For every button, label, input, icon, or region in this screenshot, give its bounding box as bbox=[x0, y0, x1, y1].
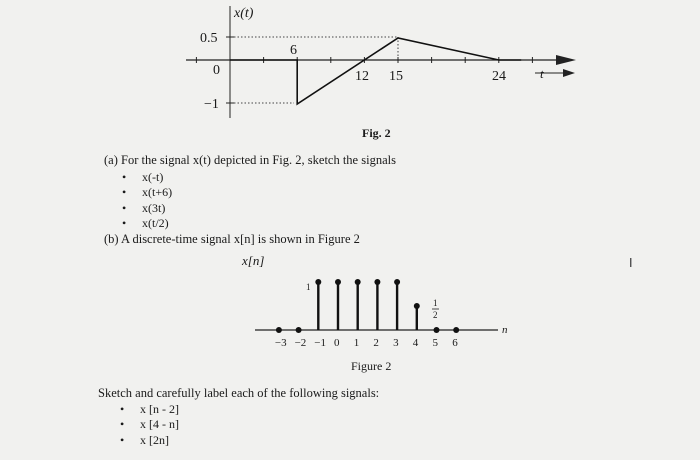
n-tick-label: −2 bbox=[294, 337, 307, 349]
label-half-denominator: 2 bbox=[433, 310, 438, 320]
stem-point bbox=[315, 279, 321, 285]
list-item: • x [n - 2] bbox=[118, 402, 179, 417]
t-axis-arrow-icon bbox=[556, 55, 576, 65]
x-label-6: 6 bbox=[290, 43, 297, 58]
stem-point bbox=[374, 279, 380, 285]
n-tick-label: 5 bbox=[432, 337, 438, 349]
list-item: • x(3t) bbox=[120, 201, 172, 216]
stem-point bbox=[335, 279, 341, 285]
part-a-prompt: (a) For the signal x(t) depicted in Fig. 2, sketch the signals bbox=[104, 153, 396, 167]
stem-point bbox=[414, 303, 420, 309]
n-axis-label: n bbox=[502, 324, 508, 336]
stem-point bbox=[276, 327, 282, 333]
stem-point bbox=[394, 279, 400, 285]
x-label-15: 15 bbox=[389, 69, 403, 84]
t-axis-label: t bbox=[540, 66, 544, 81]
y-tick-label-neg1: −1 bbox=[204, 97, 219, 112]
y-axis-label: x(t) bbox=[234, 6, 254, 21]
stem-point bbox=[355, 279, 361, 285]
discrete-signal-plot bbox=[0, 250, 700, 380]
x-label-12: 12 bbox=[355, 69, 369, 84]
signal-trace bbox=[230, 38, 521, 104]
list-item: • x [2n] bbox=[118, 433, 179, 448]
text-cursor-icon: I bbox=[629, 256, 633, 270]
list-item: • x(t+6) bbox=[120, 185, 172, 200]
fig2-caption: Fig. 2 bbox=[362, 126, 391, 140]
list-item: • x [4 - n] bbox=[118, 417, 179, 432]
dt-figure-caption: Figure 2 bbox=[351, 359, 392, 373]
stem-point bbox=[296, 327, 302, 333]
label-one: 1 bbox=[306, 282, 311, 292]
list-item: • x(-t) bbox=[120, 170, 172, 185]
stem-point bbox=[453, 327, 459, 333]
n-tick-label: 1 bbox=[353, 337, 360, 349]
n-tick-label: 0 bbox=[334, 337, 340, 349]
n-tick-label: −1 bbox=[314, 337, 327, 349]
n-tick-label: 6 bbox=[452, 337, 458, 349]
part-a-list bbox=[120, 170, 172, 231]
label-half-numerator: 1 bbox=[433, 298, 438, 308]
t-direction-arrow-icon bbox=[563, 69, 575, 77]
stem-point bbox=[434, 327, 440, 333]
sketch-prompt: Sketch and carefully label each of the following signals: bbox=[98, 386, 380, 400]
y-tick-label-0: 0 bbox=[213, 63, 220, 78]
n-tick-label: 2 bbox=[373, 337, 379, 349]
y-tick-label-0.5: 0.5 bbox=[200, 31, 218, 46]
continuous-signal-plot bbox=[0, 0, 700, 125]
dt-y-axis-label: x[n] bbox=[242, 253, 265, 268]
n-tick-label: −3 bbox=[274, 337, 287, 349]
sketch-list bbox=[118, 402, 179, 448]
n-tick-label: 4 bbox=[412, 337, 419, 349]
n-tick-label: 3 bbox=[393, 337, 399, 349]
list-item: • x(t/2) bbox=[120, 216, 172, 231]
part-b-prompt: (b) A discrete-time signal x[n] is shown in Figure 2 bbox=[104, 232, 360, 246]
x-label-24: 24 bbox=[492, 69, 506, 84]
